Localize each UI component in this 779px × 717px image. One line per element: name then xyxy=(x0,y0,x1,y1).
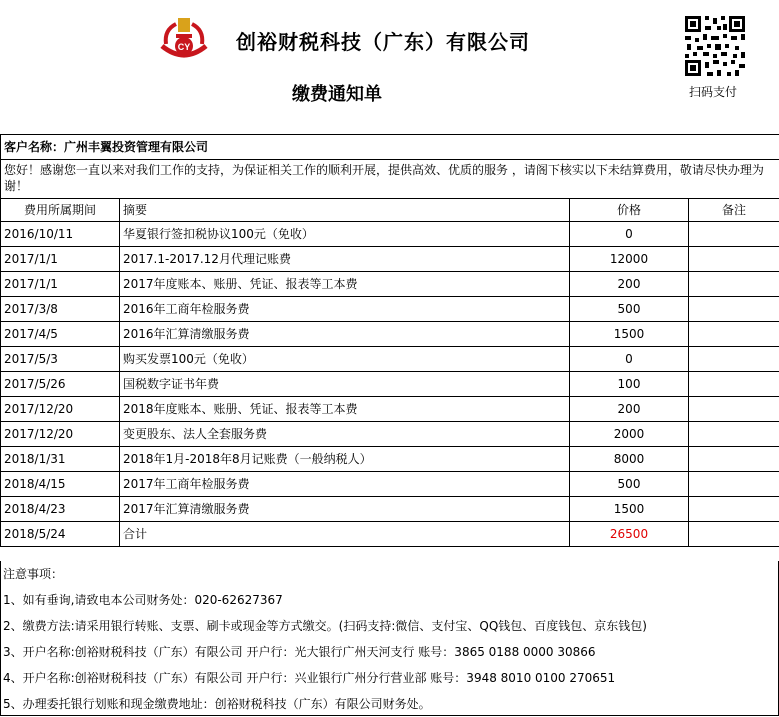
row-note xyxy=(689,447,779,472)
table-row xyxy=(1,222,779,247)
row-note xyxy=(689,272,779,297)
greeting-row xyxy=(1,160,779,199)
row-period: 2018/1/31 xyxy=(1,447,120,472)
document-header xyxy=(0,0,779,128)
header-note: 备注 xyxy=(689,199,779,222)
table-row xyxy=(1,397,779,422)
row-price: 1500 xyxy=(570,322,689,347)
row-summary: 国税数字证书年费 xyxy=(120,372,570,397)
row-price: 500 xyxy=(570,297,689,322)
customer-row xyxy=(1,135,779,160)
row-summary: 2016年工商年检服务费 xyxy=(120,297,570,322)
row-note xyxy=(689,322,779,347)
logo-text: CY xyxy=(178,42,191,52)
row-period: 2017/1/1 xyxy=(1,247,120,272)
total-label: 合计 xyxy=(120,522,570,547)
row-period: 2017/5/3 xyxy=(1,347,120,372)
note-item: 2、缴费方法:请采用银行转账、支票、刷卡或现金等方式缴交。(扫码支持:微信、支付宝、QQ钱包、百度钱包、京东钱包) xyxy=(0,613,779,639)
total-period: 2018/5/24 xyxy=(1,522,120,547)
row-summary: 2018年度账本、账册、凭证、报表等工本费 xyxy=(120,397,570,422)
row-period: 2017/12/20 xyxy=(1,397,120,422)
row-price: 2000 xyxy=(570,422,689,447)
table-row xyxy=(1,297,779,322)
customer-name: 广州丰翼投资管理有限公司 xyxy=(64,140,208,154)
note-item: 3、开户名称:创裕财税科技（广东）有限公司 开户行：光大银行广州天河支行 账号：3865 0188 0000 30866 xyxy=(0,639,779,665)
table-row xyxy=(1,422,779,447)
row-note xyxy=(689,347,779,372)
row-period: 2017/4/5 xyxy=(1,322,120,347)
table-row xyxy=(1,347,779,372)
row-price: 1500 xyxy=(570,497,689,522)
note-item: 4、开户名称:创裕财税科技（广东）有限公司 开户行：兴业银行广州分行营业部 账号：3948 8010 0100 270651 xyxy=(0,665,779,691)
row-period: 2018/4/23 xyxy=(1,497,120,522)
row-note xyxy=(689,297,779,322)
row-period: 2017/5/26 xyxy=(1,372,120,397)
table-header-row xyxy=(1,199,779,222)
notes-section xyxy=(0,561,779,717)
customer-cell xyxy=(1,135,779,160)
total-price: 26500 xyxy=(570,522,689,547)
row-price: 0 xyxy=(570,222,689,247)
header-price: 价格 xyxy=(570,199,689,222)
row-price: 200 xyxy=(570,272,689,297)
company-name: 创裕财税科技（广东）有限公司 xyxy=(236,26,530,55)
row-summary: 2016年汇算清缴服务费 xyxy=(120,322,570,347)
qr-code-icon[interactable] xyxy=(683,14,747,78)
row-price: 500 xyxy=(570,472,689,497)
customer-label: 客户名称： xyxy=(4,140,64,154)
document-title: 缴费通知单 xyxy=(292,80,382,106)
table-row xyxy=(1,497,779,522)
note-item: 1、如有垂询,请致电本公司财务处：020-62627367 xyxy=(0,587,779,613)
row-summary: 2017.1-2017.12月代理记账费 xyxy=(120,247,570,272)
fee-notice-table xyxy=(0,134,779,547)
row-price: 0 xyxy=(570,347,689,372)
greeting-text: 您好！感谢您一直以来对我们工作的支持，为保证相关工作的顺利开展，提供高效、优质的服务 ，请阁下核实以下未结算费用，敬请尽快办理为谢！ xyxy=(1,160,779,199)
row-summary: 购买发票100元（免收） xyxy=(120,347,570,372)
table-row xyxy=(1,247,779,272)
row-period: 2017/1/1 xyxy=(1,272,120,297)
total-row xyxy=(1,522,779,547)
qr-payment-label: 扫码支付 xyxy=(689,83,737,100)
row-summary: 2017年工商年检服务费 xyxy=(120,472,570,497)
row-note xyxy=(689,422,779,447)
row-price: 12000 xyxy=(570,247,689,272)
row-period: 2017/3/8 xyxy=(1,297,120,322)
row-price: 8000 xyxy=(570,447,689,472)
row-period: 2017/12/20 xyxy=(1,422,120,447)
total-note xyxy=(689,522,779,547)
row-summary: 变更股东、法人全套服务费 xyxy=(120,422,570,447)
row-price: 100 xyxy=(570,372,689,397)
header-summary: 摘要 xyxy=(120,199,570,222)
row-period: 2016/10/11 xyxy=(1,222,120,247)
row-note xyxy=(689,222,779,247)
header-period: 费用所属期间 xyxy=(1,199,120,222)
table-row xyxy=(1,447,779,472)
row-note xyxy=(689,397,779,422)
company-logo-icon xyxy=(158,14,210,62)
table-row xyxy=(1,472,779,497)
row-period: 2018/4/15 xyxy=(1,472,120,497)
table-row xyxy=(1,272,779,297)
table-row xyxy=(1,372,779,397)
row-price: 200 xyxy=(570,397,689,422)
row-note xyxy=(689,247,779,272)
row-summary: 华夏银行签扣税协议100元（免收） xyxy=(120,222,570,247)
table-row xyxy=(1,322,779,347)
notes-title: 注意事项： xyxy=(0,561,779,587)
note-item: 5、办理委托银行划账和现金缴费地址：创裕财税科技（广东）有限公司财务处。 xyxy=(0,691,779,717)
row-note xyxy=(689,372,779,397)
row-note xyxy=(689,472,779,497)
row-note xyxy=(689,497,779,522)
row-summary: 2017年汇算清缴服务费 xyxy=(120,497,570,522)
row-summary: 2018年1月-2018年8月记账费（一般纳税人） xyxy=(120,447,570,472)
row-summary: 2017年度账本、账册、凭证、报表等工本费 xyxy=(120,272,570,297)
